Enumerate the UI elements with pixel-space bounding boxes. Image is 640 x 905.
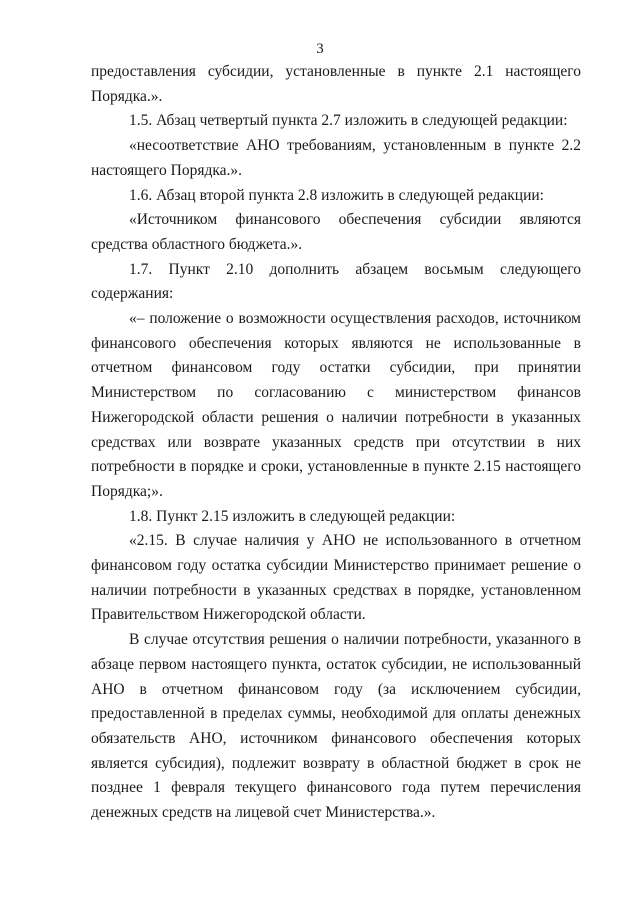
paragraph-item-1-6: 1.6. Абзац второй пункта 2.8 изложить в следующей редакции: [129, 186, 544, 204]
paragraph-quote-2-15-second: В случае отсутствия решения о наличии потребности, указанного в абзаце первом настоящего пункта, остаток субсидии, не использованный АНО в отчетном финансовом году (за исключением субсидии, предоставленной в пределах суммы, необходимой для оплаты денежных обязательств АНО, источником финансового обеспечения которых является субсидия), подлежит возврату в областной бюджет в срок не позднее 1 февраля текущего финансового года путем перечисления денежных средств на лицевой счет Министерства.». [91, 631, 581, 822]
paragraph-quote-1-6: «Источником финансового обеспечения субсидии являются средства областного бюджета.». [91, 211, 581, 253]
paragraph-quote-2-15: «2.15. В случае наличия у АНО не использованного в отчетном финансовом году остатка субсидии Министерство принимает решение о наличии потребности в указанных средствах в порядке, установленном Правительством Нижегородской области. [91, 532, 581, 624]
paragraph-continuation: предоставления субсидии, установленные в пункте 2.1 настоящего Порядка.». [91, 63, 581, 105]
page-number: 3 [316, 41, 324, 57]
paragraph-item-1-8: 1.8. Пункт 2.15 изложить в следующей редакции: [129, 507, 456, 525]
paragraph-quote-1-7: «– положение о возможности осуществления расходов, источником финансового обеспечения которых являются не использованные в отчетном финансовом году остатки субсидии, при принятии Министерством по согласованию с министерством финансов Нижегородской области решения о наличии потребности в указанных средствах или возврате указанных средств при отсутствии в них потребности в порядке и сроки, установленные в пункте 2.15 настоящего Порядка;». [91, 310, 581, 500]
paragraph-quote-1-5: «несоответствие АНО требованиям, установленным в пункте 2.2 настоящего Порядка.». [91, 137, 581, 179]
paragraph-item-1-5: 1.5. Абзац четвертый пункта 2.7 изложить в следующей редакции: [129, 112, 568, 130]
paragraph-item-1-7: 1.7. Пункт 2.10 дополнить абзацем восьмым следующего содержания: [91, 260, 581, 303]
document-body [91, 60, 581, 826]
